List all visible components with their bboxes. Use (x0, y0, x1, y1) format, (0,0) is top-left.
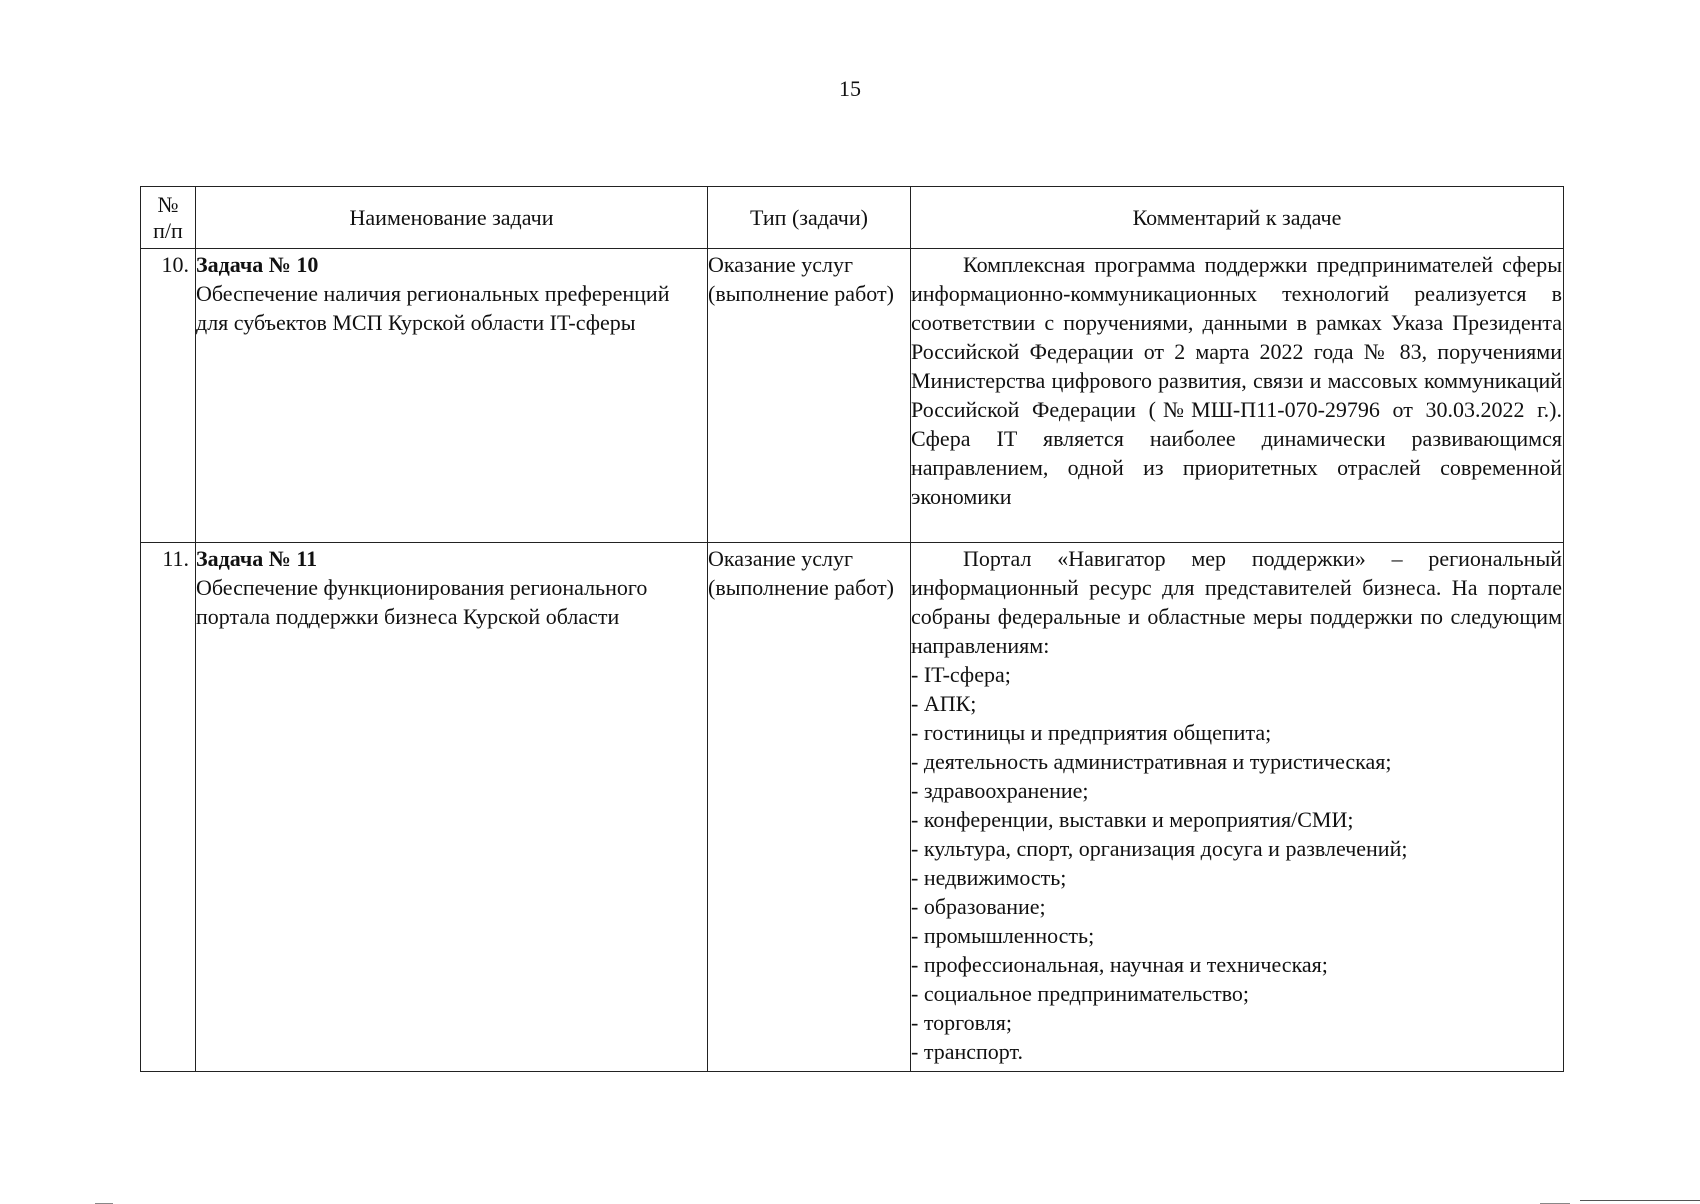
header-num: № п/п (141, 187, 196, 249)
task-type-cell (708, 249, 911, 543)
row-number: 10. (141, 249, 196, 543)
list-item: - конференции, выставки и мероприятия/СМИ; (911, 805, 1562, 834)
task-title: Задача № 10 (196, 252, 319, 277)
header-name: Наименование задачи (196, 187, 708, 249)
support-areas-list (911, 660, 1562, 1066)
task-description: Обеспечение наличия региональных преференций для субъектов МСП Курской области IT-сферы (196, 281, 670, 335)
header-comment: Комментарий к задаче (911, 187, 1564, 249)
task-type-cell (708, 543, 911, 1072)
row-number: 11. (141, 543, 196, 1072)
table-row (141, 543, 1564, 1072)
list-item: - образование; (911, 892, 1562, 921)
task-comment: Комплексная программа поддержки предпринимателей сферы информационно-коммуникационных технологий реализуется в соответствии с поручениями, данными в рамках Указа Президента Российской Федерации от 2 марта 2022 года № 83, поручениями Министерства цифрового развития, связи и массовых коммуникаций Российской Федерации (№МШ-П11-070-29796 от 30.03.2022 г.). Сфера IT является наиболее динамически развивающимся направлением, одной из приоритетных отраслей современной экономики (911, 252, 1562, 509)
list-item: - IT-сфера; (911, 660, 1562, 689)
table-row (141, 249, 1564, 543)
list-item: - культура, спорт, организация досуга и развлечений; (911, 834, 1562, 863)
list-item: - промышленность; (911, 921, 1562, 950)
task-type: Оказание услуг (выполнение работ) (708, 252, 894, 306)
task-comment-cell (911, 543, 1564, 1072)
task-type: Оказание услуг (выполнение работ) (708, 546, 894, 600)
task-comment: Портал «Навигатор мер поддержки» – региональный информационный ресурс для представителей бизнеса. На портале собраны федеральные и областные меры поддержки по следующим направлениям: (911, 546, 1562, 658)
task-comment-cell (911, 249, 1564, 543)
list-item: - недвижимость; (911, 863, 1562, 892)
task-name-cell (196, 249, 708, 543)
scan-edge-mark (1580, 1200, 1700, 1201)
list-item: - социальное предпринимательство; (911, 979, 1562, 1008)
task-name-cell (196, 543, 708, 1072)
list-item: - здравоохранение; (911, 776, 1562, 805)
list-item: - гостиницы и предприятия общепита; (911, 718, 1562, 747)
task-title: Задача № 11 (196, 546, 318, 571)
task-description: Обеспечение функционирования регионального портала поддержки бизнеса Курской области (196, 575, 648, 629)
list-item: - профессиональная, научная и техническая; (911, 950, 1562, 979)
list-item: - деятельность административная и туристическая; (911, 747, 1562, 776)
list-item: - АПК; (911, 689, 1562, 718)
page-number: 15 (839, 76, 861, 101)
list-item: - транспорт. (911, 1037, 1562, 1066)
list-item: - торговля; (911, 1008, 1562, 1037)
tasks-table (140, 186, 1564, 1072)
header-type: Тип (задачи) (708, 187, 911, 249)
table-header-row (141, 187, 1564, 249)
